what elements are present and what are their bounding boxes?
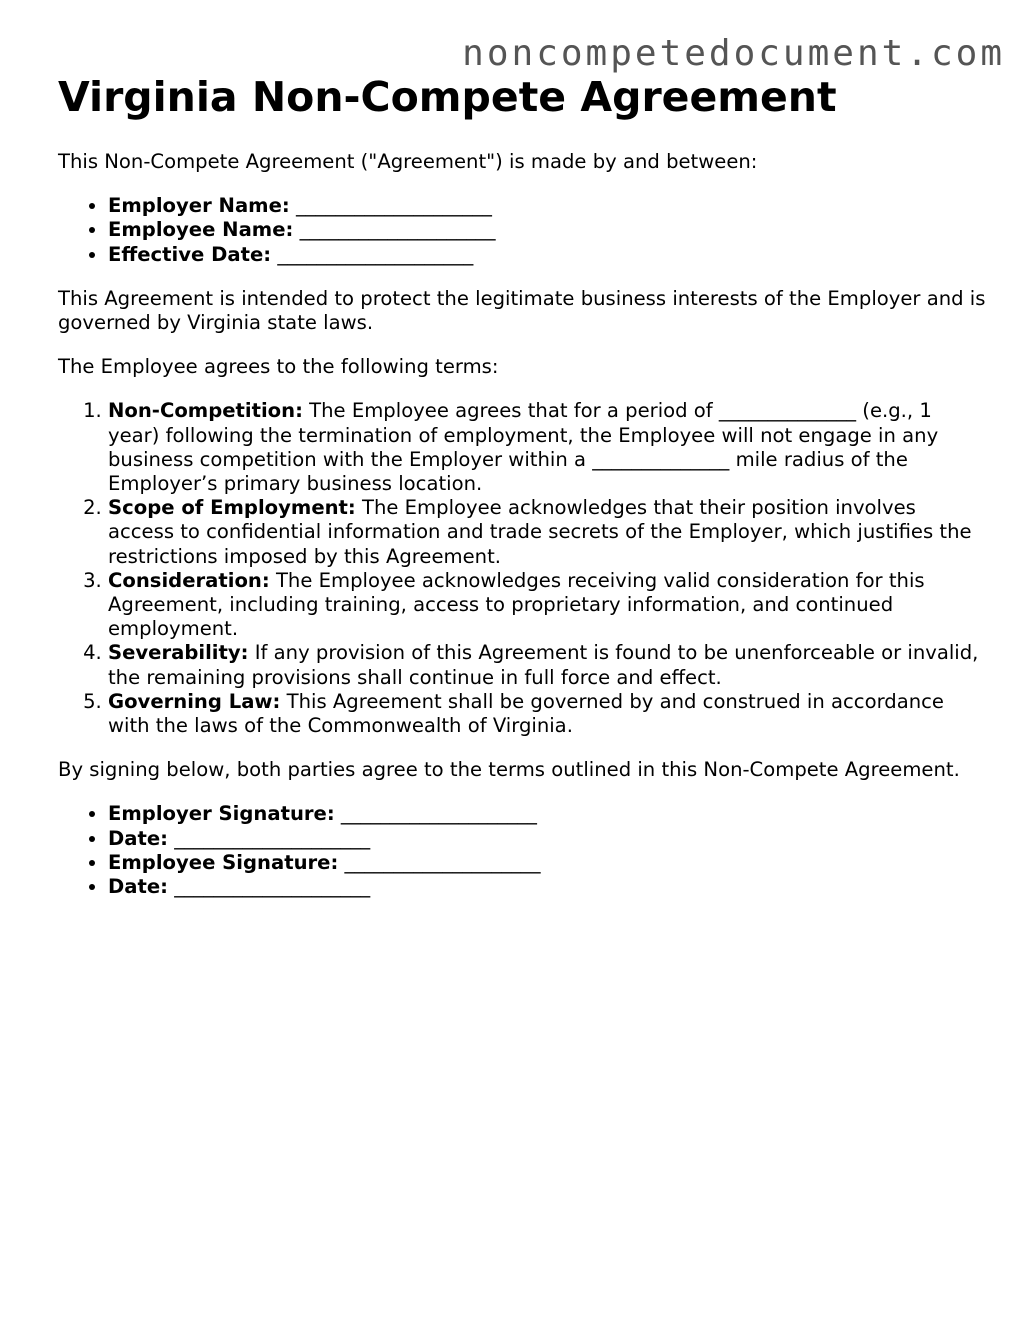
term-text: This Agreement shall be governed by and construed in accordance with the laws of the Commonwealth of Virginia.: [108, 689, 944, 738]
employer-date-field: [108, 827, 988, 851]
field-blank: ____________________: [299, 218, 496, 242]
purpose-paragraph: This Agreement is intended to protect the legitimate business interests of the Employer and is governed by Virginia state laws.: [58, 286, 986, 335]
term-text: The Employee acknowledges that their position involves access to confidential information and trade secrets of the Employer, which justifies the restrictions imposed by this Agreement.: [108, 496, 972, 568]
term-text: If any provision of this Agreement is found to be unenforceable or invalid, the remaining provisions shall continue in full force and effect.: [108, 641, 979, 689]
watermark-text: noncompetedocument.com: [462, 33, 1005, 74]
term-heading: Governing Law:: [108, 689, 281, 713]
term-text: The Employee agrees that for a period of ______________ (e.g., 1 year) following the termination of employment, the Employee will not engage in any business competition with the Employer within a ______________ mile radius of the Employer’s primary business location.: [108, 399, 939, 496]
term-heading: Consideration:: [108, 568, 270, 592]
term-consideration: [108, 569, 988, 642]
field-label: Date:: [108, 826, 168, 850]
term-non-competition: [108, 399, 988, 496]
field-label: Date:: [108, 875, 168, 899]
closing-paragraph: By signing below, both parties agree to the terms outlined in this Non-Compete Agreement.: [58, 758, 960, 782]
field-label: Employee Name:: [108, 218, 294, 242]
effective-date-field: [108, 243, 988, 267]
employee-name-field: [108, 218, 988, 242]
field-blank: ____________________: [344, 850, 541, 874]
intro-paragraph: This Non-Compete Agreement ("Agreement") is made by and between:: [58, 150, 758, 173]
employer-signature-field: [108, 802, 988, 826]
employer-name-field: [108, 194, 988, 218]
party-fields-list: [58, 194, 988, 267]
term-scope-of-employment: [108, 496, 988, 569]
employee-signature-field: [108, 851, 988, 875]
field-label: Employee Signature:: [108, 850, 339, 874]
field-blank: ____________________: [174, 826, 371, 850]
terms-list: [58, 399, 988, 738]
term-governing-law: [108, 690, 988, 738]
field-blank: ____________________: [174, 875, 371, 899]
term-heading: Scope of Employment:: [108, 496, 356, 520]
term-text: The Employee acknowledges receiving valid consideration for this Agreement, including training, access to proprietary information, and continued employment.: [108, 568, 925, 641]
term-heading: Severability:: [108, 641, 249, 665]
terms-intro: The Employee agrees to the following terms:: [58, 355, 499, 379]
field-label: Employer Name:: [108, 194, 290, 218]
field-label: Employer Signature:: [108, 802, 335, 826]
document-title: Virginia Non-Compete Agreement: [58, 73, 837, 121]
field-blank: ____________________: [295, 194, 492, 218]
term-severability: [108, 641, 988, 689]
term-heading: Non-Competition:: [108, 399, 303, 423]
field-blank: ____________________: [277, 242, 474, 266]
document-page: [58, 72, 988, 899]
field-label: Effective Date:: [108, 242, 272, 266]
field-blank: ____________________: [340, 802, 537, 826]
employee-date-field: [108, 875, 988, 899]
signature-list: [58, 802, 988, 899]
